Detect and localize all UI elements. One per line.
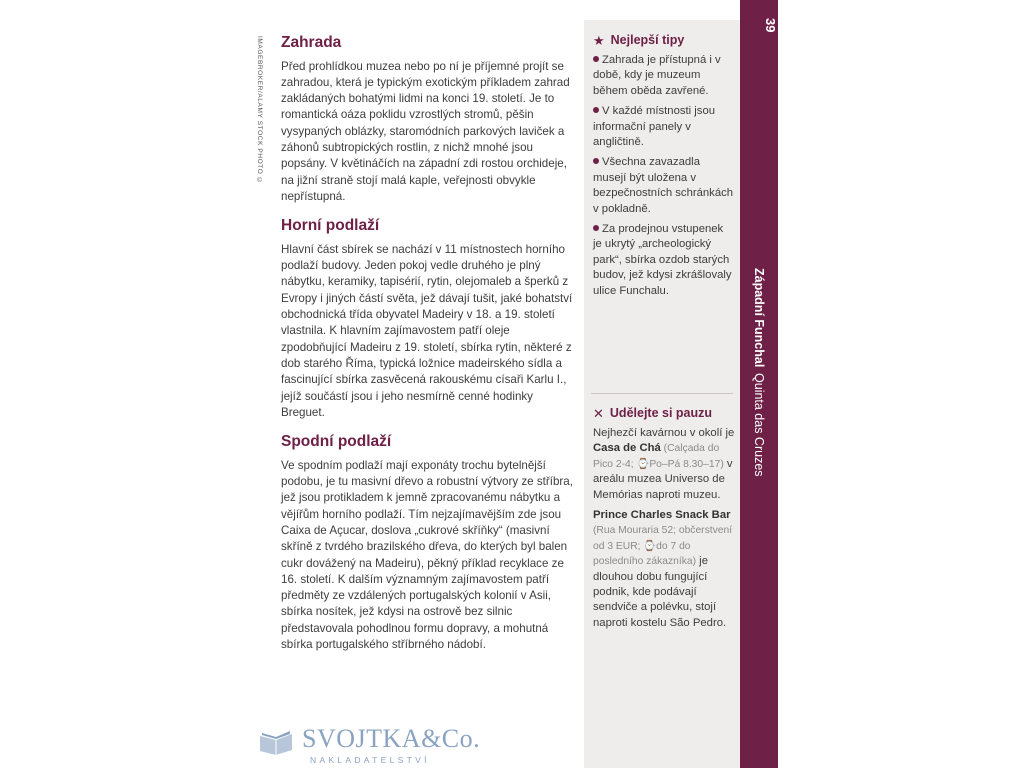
logo-name: SVOJTKA&Co. [302,724,481,753]
cafe-name: Casa de Chá [593,442,661,455]
logo-subtitle: NAKLADATELSTVÍ [310,755,430,765]
bullet-icon [593,225,599,231]
pauza-box [593,406,735,636]
section-text: Ve spodním podlaží mají exponáty trochu bytelnější podobu, je tu masivní dřevo a robustní výtvory ze stříbra, jež jsou protikladem k jemně zpracovanému nábytku a vějířům horního podlaží. Tím nejzajímavějším zde jsou Caixa de Açucar, doslova „cukrové skříňky“ (masivní skříně z tvrdého brazilského dřeva, do kterých byl balen cukr dovážený na Madeiru), pěkný příklad recyklace ze 16. století. K dalším významným zajímavostem patří předměty ze vzdálených portugalských kolonií v Asii, sbírka nosítek, jež kdysi na ostrově bez silnic představovala pohodlnou formu dopravy, a mohutná sbírka portugalského stříbrného nádobí. [281,458,573,651]
tip-item: Za prodejnou vstupenek je ukrytý „archeologický park“, sbírka ozdob starých budov, jež kdysi zkrášlovaly ulice Funchalu. [593,223,732,297]
page-number: 39 [763,18,778,33]
bullet-icon [593,56,599,62]
section-spodni-podlazi [281,433,577,653]
bullet-icon [593,158,599,164]
bullet-icon [593,107,599,113]
pauza-heading [593,406,735,421]
section-text: Hlavní část sbírek se nachází v 11 místnostech horního podlaží budovy. Jeden pokoj vedle druhého je plný nábytku, keramiky, tapisérií, rytin, olejomaleb a šperků z Evropy i jiných částí světa, jež dávají tušit, jaké bohatství obchodnická třída obyvatel Madeiry v 18. a 19. století vlastnila. K hlavním zajímavostem patří oleje zpodobňující Madeiru z 19. století, sbírka rytin, některé z dob starého Říma, typická ložnice madeirského sídla a fascinující sbírka zasvěcená rakouskému císaři Karlu I., jejíž součástí jsou i jeho nesmírně cenné hodinky Breguet. [281,242,573,419]
snackbar-name: Prince Charles Snack Bar [593,509,731,522]
cafe-paragraph: Nejhezčí kavárnou v okolí je Casa de Chá (Calçada do Pico 2-4; ⌚Po–Pá 8.30–17) v areálu muzea Universo de Memórias naproti muzeu. [593,427,735,501]
cafe-info: (Calçada do Pico 2-4; ⌚Po–Pá 8.30–17) [593,443,724,470]
star-icon: ★ [593,33,605,48]
snackbar-info: (Rua Mouraria 52; občerstvení od 3 EUR; ⌚do 7 do posledního zákazníka) [593,525,733,568]
section-zahrada [281,34,577,205]
main-column [281,34,577,665]
section-heading: Spodní podlaží [281,433,392,451]
chapter-subsection: Quinta das Cruzes [752,373,766,477]
section-text: Před prohlídkou muzea nebo po ní je příjemné projít se zahradou, která je typickým exotickým příkladem zahrad zakládaných bohatými lidmi na konci 19. století. Je to romantická oáza poklidu vzrostlých stromů, pěšin vysypaných oblázky, staromódních parkových laviček a záhonů subtropických rostlin, z nichž mnohé jsou popsány. V květináčích na západní zdi rostou orchideje, na jižní straně stojí malá kaple, veřejnosti obvykle nepřístupná. [281,59,570,203]
tip-item: Všechna zavazadla musejí být uložena v bezpečnostních schránkách v pokladně. [593,156,734,215]
snackbar-paragraph: Prince Charles Snack Bar (Rua Mouraria 52; občerstvení od 3 EUR; ⌚do 7 do posledního zákazníka) je dlouhou dobu fungující podnik, kde podávají sendviče a polévku, stojí naproti kostelu São Pedro. [593,509,733,629]
publisher-logo [252,722,481,768]
photo-credit: IMAGEBROKER/ALAMY STOCK PHOTO © [256,36,263,185]
sidebar-divider [591,393,733,394]
tips-box [593,33,735,304]
tip-item: V každé místnosti jsou informační panely v angličtině. [593,105,716,149]
tips-heading-label: Nejlepší tipy [610,33,685,47]
section-heading: Zahrada [281,34,342,51]
chapter-section: Západní Funchal [752,268,766,368]
chapter-label [740,268,778,498]
tip-item: Zahrada je přístupná i v době, kdy je muzeum během oběda zavřené. [593,54,721,97]
pauza-heading-label: Udělejte si pauzu [609,406,713,420]
section-horni-podlazi [281,217,577,421]
cutlery-icon: ✕ [593,406,604,421]
book-icon [258,728,294,756]
tips-heading [593,33,735,48]
section-heading: Horní podlaží [281,217,380,235]
